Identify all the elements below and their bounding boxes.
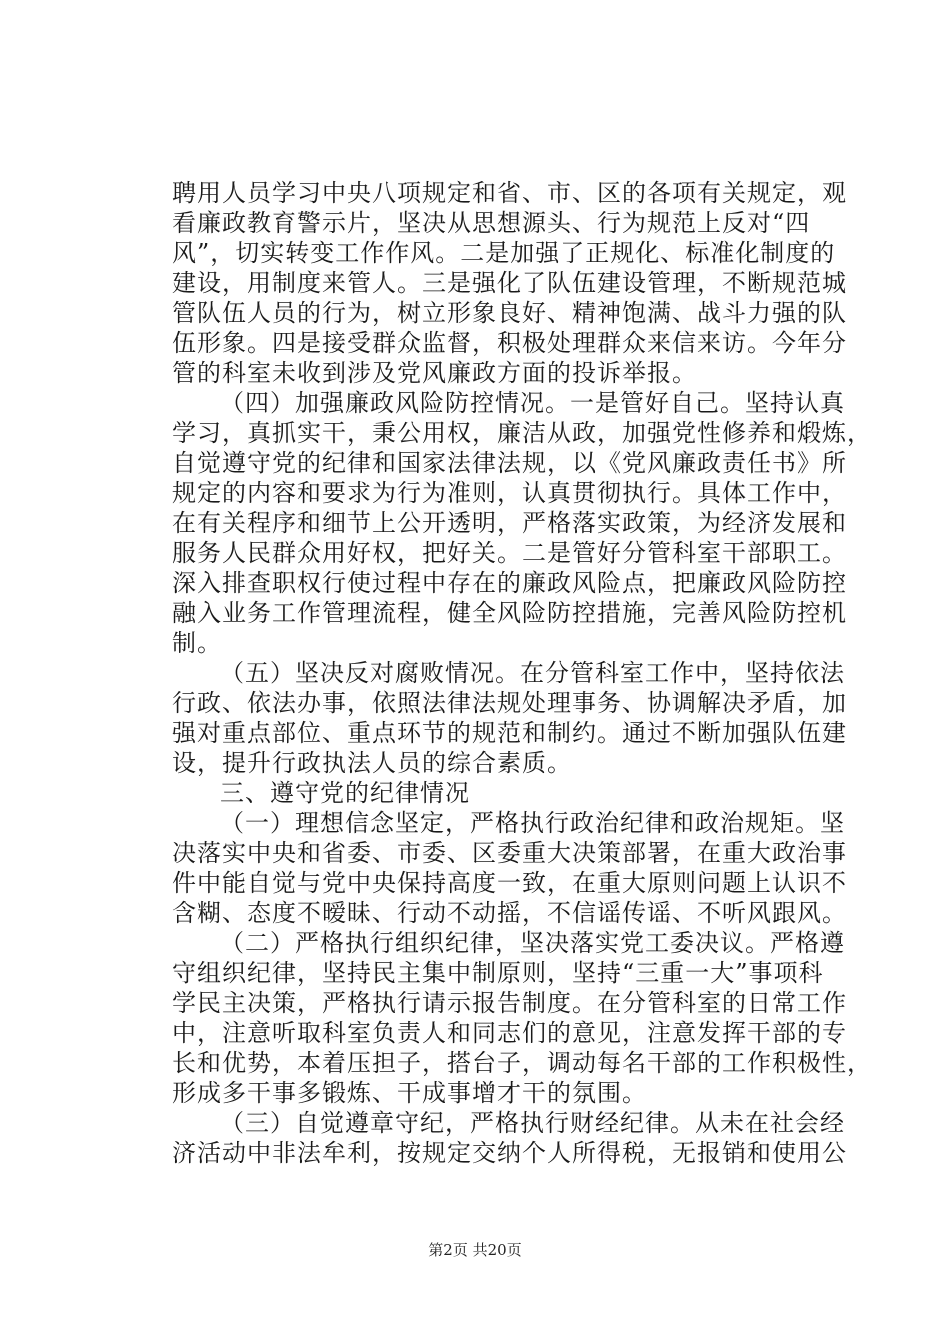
text-line: 设，提升行政执法人员的综合素质。 xyxy=(172,749,572,777)
text-line: 风”，切实转变工作作风。二是加强了正规化、标准化制度的 xyxy=(172,239,836,267)
text-line: 三、遵守党的纪律情况 xyxy=(220,779,470,807)
text-line: 件中能自觉与党中央保持高度一致，在重大原则问题上认识不 xyxy=(172,869,847,897)
text-line: 济活动中非法牟利，按规定交纳个人所得税，无报销和使用公 xyxy=(172,1139,847,1167)
text-line: 看廉政教育警示片，坚决从思想源头、行为规范上反对“四 xyxy=(172,209,811,237)
text-line: 决落实中央和省委、市委、区委重大决策部署，在重大政治事 xyxy=(172,839,847,867)
text-line: 强对重点部位、重点环节的规范和制约。通过不断加强队伍建 xyxy=(172,719,847,747)
text-line: 学民主决策，严格执行请示报告制度。在分管科室的日常工作 xyxy=(172,989,847,1017)
document-body xyxy=(172,178,872,1168)
text-line: 管的科室未收到涉及党风廉政方面的投诉举报。 xyxy=(172,359,697,387)
text-line: 服务人民群众用好权，把好关。二是管好分管科室干部职工。 xyxy=(172,539,847,567)
text-line: （五）坚决反对腐败情况。在分管科室工作中，坚持依法 xyxy=(220,659,845,687)
page-number-footer: 第2页 共20页 xyxy=(428,1241,522,1259)
text-line: （三）自觉遵章守纪，严格执行财经纪律。从未在社会经 xyxy=(220,1109,845,1137)
text-line: （二）严格执行组织纪律，坚决落实党工委决议。严格遵 xyxy=(220,929,845,957)
text-line: 管队伍人员的行为，树立形象良好、精神饱满、战斗力强的队 xyxy=(172,299,847,327)
text-line: 学习，真抓实干，秉公用权，廉洁从政，加强党性修养和煅炼， xyxy=(172,419,872,447)
text-line: 形成多干事多锻炼、干成事增才干的氛围。 xyxy=(172,1079,647,1107)
text-line: 中，注意听取科室负责人和同志们的意见，注意发挥干部的专 xyxy=(172,1019,847,1047)
text-line: 规定的内容和要求为行为准则，认真贯彻执行。具体工作中， xyxy=(172,479,847,507)
text-line: 制。 xyxy=(172,629,222,657)
text-line: 含糊、态度不暧昧、行动不动摇，不信谣传谣、不听风跟风。 xyxy=(172,899,847,927)
text-line: （一）理想信念坚定，严格执行政治纪律和政治规矩。坚 xyxy=(220,809,845,837)
text-line: （四）加强廉政风险防控情况。一是管好自己。坚持认真 xyxy=(220,389,845,417)
text-line: 行政、依法办事，依照法律法规处理事务、协调解决矛盾，加 xyxy=(172,689,847,717)
text-line: 建设，用制度来管人。三是强化了队伍建设管理，不断规范城 xyxy=(172,269,847,297)
text-line: 融入业务工作管理流程，健全风险防控措施，完善风险防控机 xyxy=(172,599,847,627)
text-line: 守组织纪律，坚持民主集中制原则，坚持“三重一大”事项科 xyxy=(172,959,824,987)
text-line: 聘用人员学习中央八项规定和省、市、区的各项有关规定，观 xyxy=(172,179,847,207)
text-line: 在有关程序和细节上公开透明，严格落实政策，为经济发展和 xyxy=(172,509,847,537)
text-line: 伍形象。四是接受群众监督，积极处理群众来信来访。今年分 xyxy=(172,329,847,357)
text-line: 自觉遵守党的纪律和国家法律法规，以《党风廉政责任书》所 xyxy=(172,449,847,477)
text-line: 深入排查职权行使过程中存在的廉政风险点，把廉政风险防控 xyxy=(172,569,847,597)
text-line: 长和优势，本着压担子，搭台子，调动每名干部的工作积极性， xyxy=(172,1049,872,1077)
